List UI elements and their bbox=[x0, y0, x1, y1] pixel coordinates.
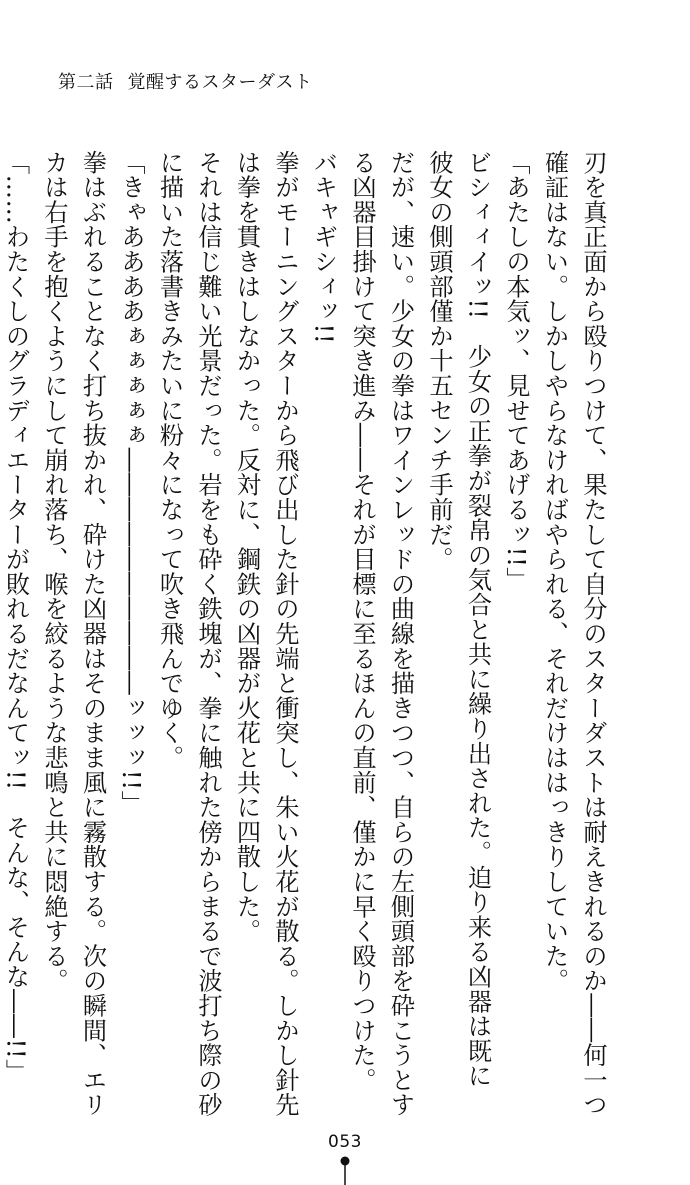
text-line: ビシィィイッ!! 少女の正拳が裂帛の気合と共に繰り出された。迫り来る凶器は既に bbox=[463, 150, 492, 1089]
chapter-number: 第二話 bbox=[58, 72, 114, 93]
text-line: に描いた落書きみたいに粉々になって吹き飛んでゆく。 bbox=[155, 150, 184, 770]
text-line: バキャギシィッ!! bbox=[309, 150, 338, 345]
text-line: る凶器目掛けて突き進み――それが目標に至るほんの直前、僅かに早く殴りつけた。 bbox=[348, 150, 376, 1093]
text-line: 彼女の側頭部僅か十五センチ手前だ。 bbox=[425, 150, 453, 572]
text-line: 刃を真正面から殴りつけて、果たして自分のスターダストは耐えきれるのか――何一つ bbox=[579, 150, 607, 1118]
body-text bbox=[0, 150, 612, 1118]
text-line: 「あたしの本気ッ、見せてあげるッ!!」 bbox=[502, 150, 530, 593]
text-line: 「きゃああああぁぁぁぁぁ――――――――――ッッッ!!」 bbox=[117, 150, 145, 816]
chapter-title: 覚醒するスターダスト bbox=[127, 72, 313, 93]
page-marker-icon bbox=[340, 1156, 350, 1185]
running-head bbox=[58, 68, 313, 94]
text-line: 「……わたくしのグラディエーターが敗れるだなんてッ!! そんな、そんな――!!」 bbox=[1, 150, 30, 1085]
text-line: 拳はぶれることなく打ち抜かれ、砕けた凶器はそのまま風に霧散する。次の瞬間、エリ bbox=[78, 150, 107, 1118]
text-line: は拳を貫きはしなかった。反対に、鋼鉄の凶器が火花と共に四散した。 bbox=[232, 150, 261, 944]
text-line: 拳がモーニングスターから飛び出した針の先端と衝突し、朱い火花が散る。しかし針先 bbox=[271, 150, 299, 1118]
text-line: だが、速い。少女の拳はワインレッドの曲線を描きつつ、自らの左側頭部を砕こうとす bbox=[386, 150, 415, 1118]
text-line: カは右手を抱くようにして崩れ落ち、喉を絞るような悲鳴と共に悶絶する。 bbox=[40, 150, 68, 994]
text-line: 確証はない。しかしやらなければやられる、それだけははっきりしていた。 bbox=[540, 150, 569, 994]
page-number: 053 bbox=[328, 1132, 362, 1152]
text-line: それは信じ難い光景だった。岩をも砕く鉄塊が、拳に触れた傍からまるで波打ち際の砂 bbox=[194, 150, 222, 1118]
